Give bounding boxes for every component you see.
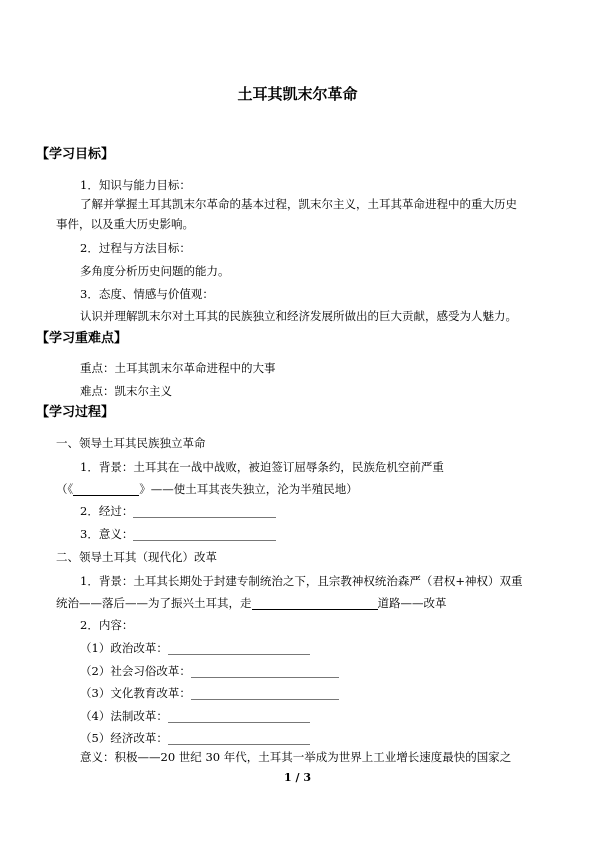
- reform-label: （2）社会习俗改革：: [80, 664, 191, 678]
- part2-content: 2．内容：: [80, 618, 134, 632]
- part1-course: [80, 504, 276, 518]
- treaty-blank[interactable]: [73, 483, 139, 496]
- objective-line: 多角度分析历史问题的能力。: [80, 264, 230, 278]
- reform-item-economy: [80, 731, 310, 745]
- reform-label: （3）文化教育改革：: [80, 686, 191, 700]
- reform-item-political: [80, 641, 310, 655]
- reform-blank[interactable]: [168, 732, 310, 745]
- page-number: 1 / 3: [284, 771, 311, 784]
- reform-item-law: [80, 709, 310, 723]
- course-blank[interactable]: [133, 505, 276, 518]
- road-blank[interactable]: [252, 597, 378, 610]
- part1-significance: [80, 527, 276, 541]
- part1-background: 1．背景：土耳其在一战中战败，被迫签订屈辱条约，民族危机空前严重: [80, 460, 444, 474]
- part2-background-b: [56, 596, 447, 610]
- part2-meaning: 意义：积极——20 世纪 30 年代，土耳其一举成为世界上工业增长速度最快的国家之: [80, 750, 512, 764]
- objective-line: 认识并理解凯末尔对土耳其的民族独立和经济发展所做出的巨大贡献，感受为人魅力。: [80, 309, 517, 323]
- key-points-heading: 【学习重难点】: [36, 331, 128, 346]
- objective-line: 了解并掌握土耳其凯末尔革命的基本过程，凯末尔主义，土耳其革命进程中的重大历史: [80, 197, 517, 211]
- part1-treaty-line: [56, 482, 358, 496]
- reform-item-social: [80, 664, 339, 678]
- part2-title: 二、领导土耳其（现代化）改革: [56, 550, 217, 564]
- treaty-close: 》——使土耳其丧失独立，沦为半殖民地）: [139, 482, 358, 496]
- objectives-heading: 【学习目标】: [36, 147, 115, 162]
- reform-label: （5）经济改革：: [80, 731, 168, 745]
- treaty-open: （《: [56, 482, 74, 496]
- reform-blank[interactable]: [191, 687, 339, 700]
- objective-line: 2．过程与方法目标：: [80, 241, 191, 255]
- part1-title: 一、领导土耳其民族独立革命: [56, 436, 206, 450]
- background-b-pre: 统治——落后——为了振兴土耳其，走: [56, 596, 252, 610]
- reform-label: （4）法制改革：: [80, 709, 168, 723]
- reform-blank[interactable]: [191, 665, 339, 678]
- objective-line: 事件，以及重大历史影响。: [56, 217, 194, 231]
- key-point-line: 重点：土耳其凯末尔革命进程中的大事: [80, 361, 276, 375]
- significance-blank[interactable]: [133, 528, 276, 541]
- reform-label: （1）政治改革：: [80, 641, 168, 655]
- part2-background-a: 1．背景：土耳其长期处于封建专制统治之下，且宗教神权统治森严（君权+神权）双重: [80, 574, 523, 588]
- reform-item-culture: [80, 686, 339, 700]
- key-point-line: 难点：凯末尔主义: [80, 384, 172, 398]
- page-title: 土耳其凯末尔革命: [237, 85, 358, 103]
- reform-blank[interactable]: [168, 642, 310, 655]
- process-heading: 【学习过程】: [36, 405, 115, 420]
- objective-line: 3．态度、情感与价值观：: [80, 287, 214, 301]
- reform-blank[interactable]: [168, 710, 310, 723]
- background-b-post: 道路——改革: [377, 596, 447, 610]
- significance-label: 3．意义：: [80, 527, 134, 541]
- objective-line: 1．知识与能力目标：: [80, 178, 191, 192]
- course-label: 2．经过：: [80, 504, 134, 518]
